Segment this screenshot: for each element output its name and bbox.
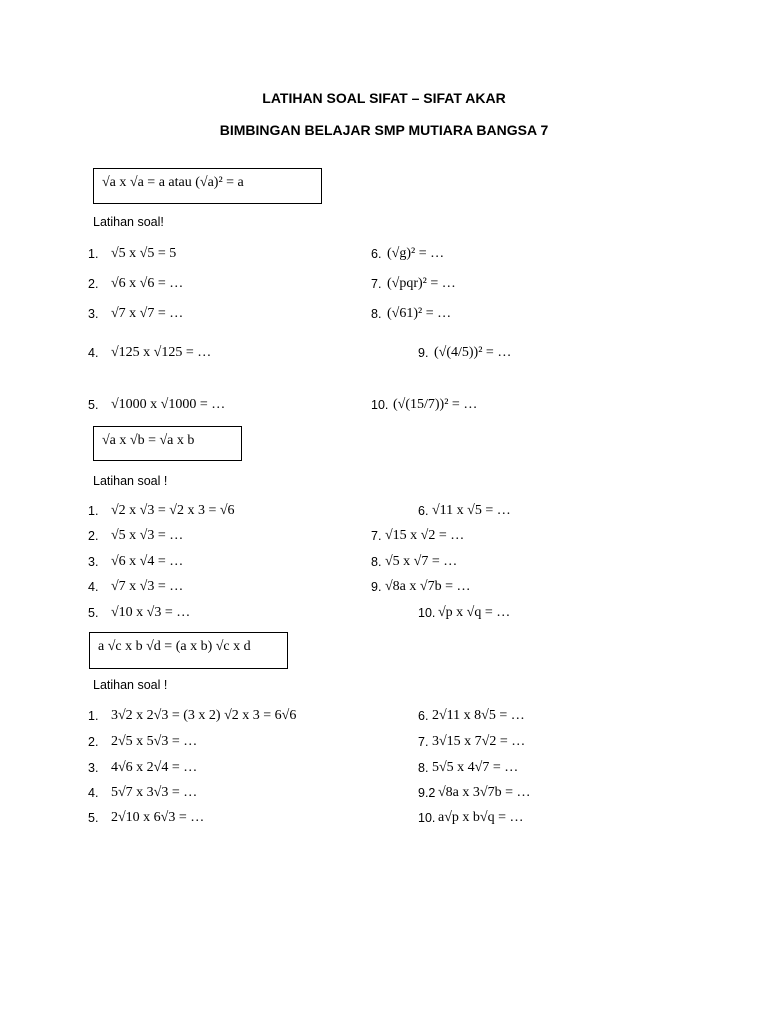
- item-expression: 4√6 x 2√4 = …: [111, 760, 198, 775]
- exercise-label-1: Latihan soal!: [93, 215, 164, 229]
- exercise-item: [88, 503, 235, 519]
- item-number: 4.: [88, 580, 99, 594]
- formula-3: a √c x b √d = (a x b) √c x d: [98, 639, 251, 654]
- item-number: 9.: [418, 346, 429, 360]
- item-expression: √11 x √5 = …: [432, 503, 511, 518]
- exercise-item: [418, 345, 511, 361]
- item-number: 2.: [88, 277, 99, 291]
- item-expression: √6 x √6 = …: [111, 276, 184, 291]
- item-number: 4.: [88, 786, 99, 800]
- item-number: 8.: [418, 761, 429, 775]
- item-number: 10.: [418, 811, 436, 825]
- formula-1: √a x √a = a atau (√a)² = a: [102, 175, 244, 190]
- item-number: 5.: [88, 398, 99, 412]
- exercise-item: [88, 276, 183, 292]
- item-expression: √125 x √125 = …: [111, 345, 212, 360]
- exercise-item: [88, 306, 183, 322]
- exercise-item: [418, 810, 523, 826]
- exercise-item: [88, 397, 225, 413]
- exercise-item: [418, 605, 510, 621]
- item-number: 9.: [371, 580, 382, 594]
- item-expression: (√(15/7))² = …: [393, 397, 478, 412]
- item-number: 7.: [418, 735, 429, 749]
- exercise-item: [88, 579, 183, 595]
- item-expression: a√p x b√q = …: [438, 810, 524, 825]
- item-number: 1.: [88, 504, 99, 518]
- item-number: 7.: [371, 529, 382, 543]
- formula-box-2: [93, 426, 242, 461]
- item-expression: 5√5 x 4√7 = …: [432, 760, 519, 775]
- item-expression: √6 x √4 = …: [111, 554, 184, 569]
- item-expression: 3√15 x 7√2 = …: [432, 734, 526, 749]
- exercise-item: [418, 734, 525, 750]
- item-expression: (√g)² = …: [387, 246, 445, 261]
- item-number: 2.: [88, 529, 99, 543]
- item-expression: √8a x 3√7b = …: [438, 785, 531, 800]
- item-expression: √5 x √7 = …: [385, 554, 458, 569]
- item-expression: 2√11 x 8√5 = …: [432, 708, 525, 723]
- item-number: 4.: [88, 346, 99, 360]
- item-number: 8.: [371, 307, 382, 321]
- exercise-item: [88, 760, 197, 776]
- exercise-label-3: Latihan soal !: [93, 678, 168, 692]
- item-number: 3.: [88, 555, 99, 569]
- item-number: 1.: [88, 709, 99, 723]
- item-number: 6.: [418, 709, 429, 723]
- item-expression: √10 x √3 = …: [111, 605, 191, 620]
- item-expression: 2√5 x 5√3 = …: [111, 734, 198, 749]
- item-number: 5.: [88, 811, 99, 825]
- item-expression: √2 x √3 = √2 x 3 = √6: [111, 503, 235, 518]
- item-number: 6.: [418, 504, 429, 518]
- item-number: 3.: [88, 307, 99, 321]
- item-expression: √8a x √7b = …: [385, 579, 471, 594]
- formula-box-3: [89, 632, 288, 669]
- exercise-item: [418, 785, 530, 801]
- item-expression: √p x √q = …: [438, 605, 511, 620]
- exercise-label-2: Latihan soal !: [93, 474, 168, 488]
- item-number: 2.: [88, 735, 99, 749]
- item-number: 9.2: [418, 786, 436, 800]
- item-expression: √1000 x √1000 = …: [111, 397, 226, 412]
- item-expression: 3√2 x 2√3 = (3 x 2) √2 x 3 = 6√6: [111, 708, 297, 723]
- item-number: 10.: [371, 398, 389, 412]
- item-expression: √5 x √5 = 5: [111, 246, 177, 261]
- item-expression: (√pqr)² = …: [387, 276, 456, 291]
- exercise-item: [418, 708, 525, 724]
- item-number: 8.: [371, 555, 382, 569]
- item-expression: 5√7 x 3√3 = …: [111, 785, 198, 800]
- exercise-item: [371, 579, 470, 595]
- item-expression: (√(4/5))² = …: [434, 345, 512, 360]
- item-number: 3.: [88, 761, 99, 775]
- exercise-item: [371, 554, 457, 570]
- exercise-item: [88, 246, 176, 262]
- item-number: 1.: [88, 247, 99, 261]
- item-number: 10.: [418, 606, 436, 620]
- exercise-item: [371, 397, 477, 413]
- item-number: 6.: [371, 247, 382, 261]
- exercise-item: [418, 760, 518, 776]
- exercise-item: [88, 734, 197, 750]
- exercise-item: [88, 554, 183, 570]
- item-number: 5.: [88, 606, 99, 620]
- item-expression: 2√10 x 6√3 = …: [111, 810, 205, 825]
- item-expression: (√61)² = …: [387, 306, 452, 321]
- exercise-item: [88, 605, 190, 621]
- page-subtitle: BIMBINGAN BELAJAR SMP MUTIARA BANGSA 7: [219, 122, 549, 138]
- exercise-item: [371, 306, 451, 322]
- item-number: 7.: [371, 277, 382, 291]
- exercise-item: [371, 276, 456, 292]
- exercise-item: [88, 810, 204, 826]
- formula-2: √a x √b = √a x b: [102, 433, 195, 448]
- exercise-item: [371, 246, 444, 262]
- exercise-item: [418, 503, 511, 519]
- exercise-item: [88, 345, 211, 361]
- item-expression: √15 x √2 = …: [385, 528, 465, 543]
- exercise-item: [88, 785, 197, 801]
- page-title: LATIHAN SOAL SIFAT – SIFAT AKAR: [262, 90, 506, 106]
- item-expression: √7 x √7 = …: [111, 306, 184, 321]
- item-expression: √7 x √3 = …: [111, 579, 184, 594]
- exercise-item: [88, 708, 296, 724]
- exercise-item: [371, 528, 464, 544]
- item-expression: √5 x √3 = …: [111, 528, 184, 543]
- formula-box-1: [93, 168, 322, 204]
- exercise-item: [88, 528, 183, 544]
